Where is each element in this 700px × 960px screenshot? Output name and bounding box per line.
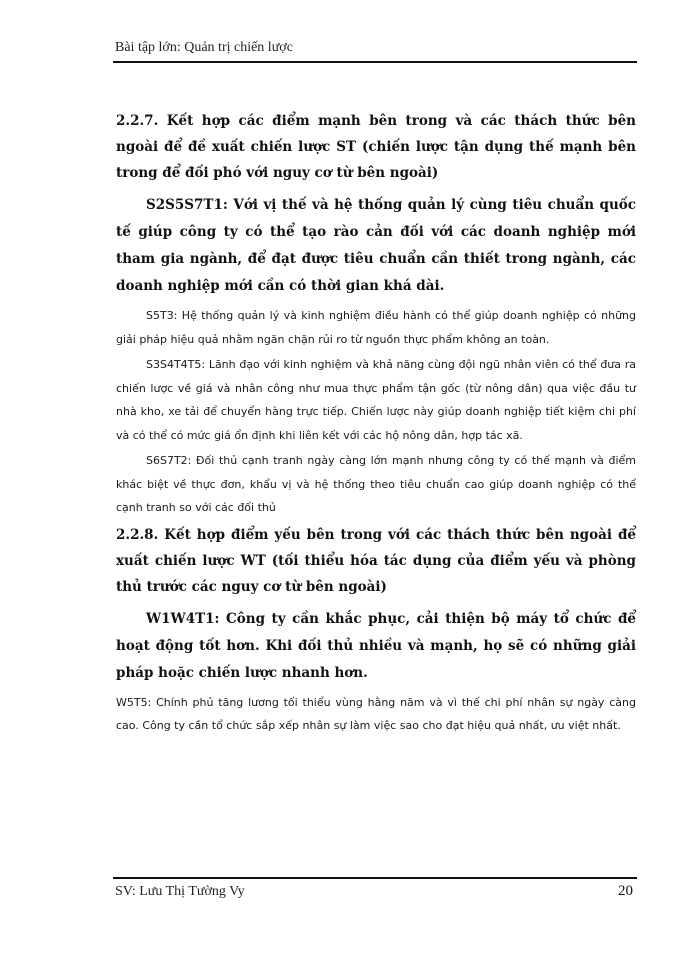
- paragraph-s2s5s7t1: S2S5S7T1: Với vị thế và hệ thống quản lý cùng tiêu chuẩn quốc tế giúp công ty có thể tạo rào cản đối với các doanh nghiệp mới tham gia ngành, để đạt được tiêu chuẩn cần thiết trong ngành, các doanh nghiệp mới cần có thời gian khá dài.: [116, 197, 636, 294]
- paragraph-s5t3: S5T3: Hệ thống quản lý và kinh nghiệm điều hành có thể giúp doanh nghiệp có những giải pháp hiệu quả nhằm ngăn chặn rủi ro từ nguồn thực phẩm không an toàn.: [116, 309, 636, 346]
- paragraph-w5t5: W5T5: Chính phủ tăng lương tối thiểu vùng hằng năm và vì thế chi phí nhân sự ngày càng cao. Công ty cần tổ chức sắp xếp nhân sự làm việc sao cho đạt hiệu quả nhất, ưu việt nhất.: [116, 695, 636, 732]
- paragraph-s6s7t2: S6S7T2: Đối thủ cạnh tranh ngày càng lớn mạnh nhưng công ty có thế mạnh và điểm khác biệt về thực đơn, khẩu vị và hệ thống theo tiêu chuẩn cao giúp doanh nghiệp có thể cạnh tranh so với các đối thủ: [116, 454, 636, 514]
- page-header-title: Bài tập lớn: Quản trị chiến lược: [115, 40, 293, 55]
- page-number: 20: [618, 883, 633, 899]
- paragraph-s3s4t4t5: S3S4T4T5: Lãnh đạo với kinh nghiệm và khả năng cùng đội ngũ nhân viên có thể đưa ra chiến lược về giá và nhân công như mua thực phẩm tận gốc (từ nông dân) qua việc đầu tư nhà kho, xe tải để chuyển hàng trực tiếp. Chiến lược này giúp doanh nghiệp tiết kiệm chi phí và có thể có mức giá ổn định khi liên kết với các hộ nông dân, hợp tác xã.: [116, 358, 636, 442]
- section-heading-2-2-8: 2.2.8. Kết hợp điểm yếu bên trong với các thách thức bên ngoài để xuất chiến lược WT (tối thiểu hóa tác dụng của điểm yếu và phòng thủ trước các nguy cơ từ bên ngoài): [116, 526, 636, 595]
- page-body: [116, 108, 636, 740]
- footer-divider: [113, 877, 637, 879]
- header-divider: [113, 61, 637, 63]
- paragraph-w1w4t1: W1W4T1: Công ty cần khắc phục, cải thiện bộ máy tổ chức để hoạt động tốt hơn. Khi đối thủ nhiều và mạnh, họ sẽ có những giải pháp hoặc chiến lược nhanh hơn.: [116, 610, 636, 681]
- section-heading-2-2-7: 2.2.7. Kết hợp các điểm mạnh bên trong và các thách thức bên ngoài để đề xuất chiến lược ST (chiến lược tận dụng thế mạnh bên trong để đối phó với nguy cơ từ bên ngoài): [116, 113, 636, 181]
- footer-student-name: SV: Lưu Thị Tường Vy: [115, 884, 245, 899]
